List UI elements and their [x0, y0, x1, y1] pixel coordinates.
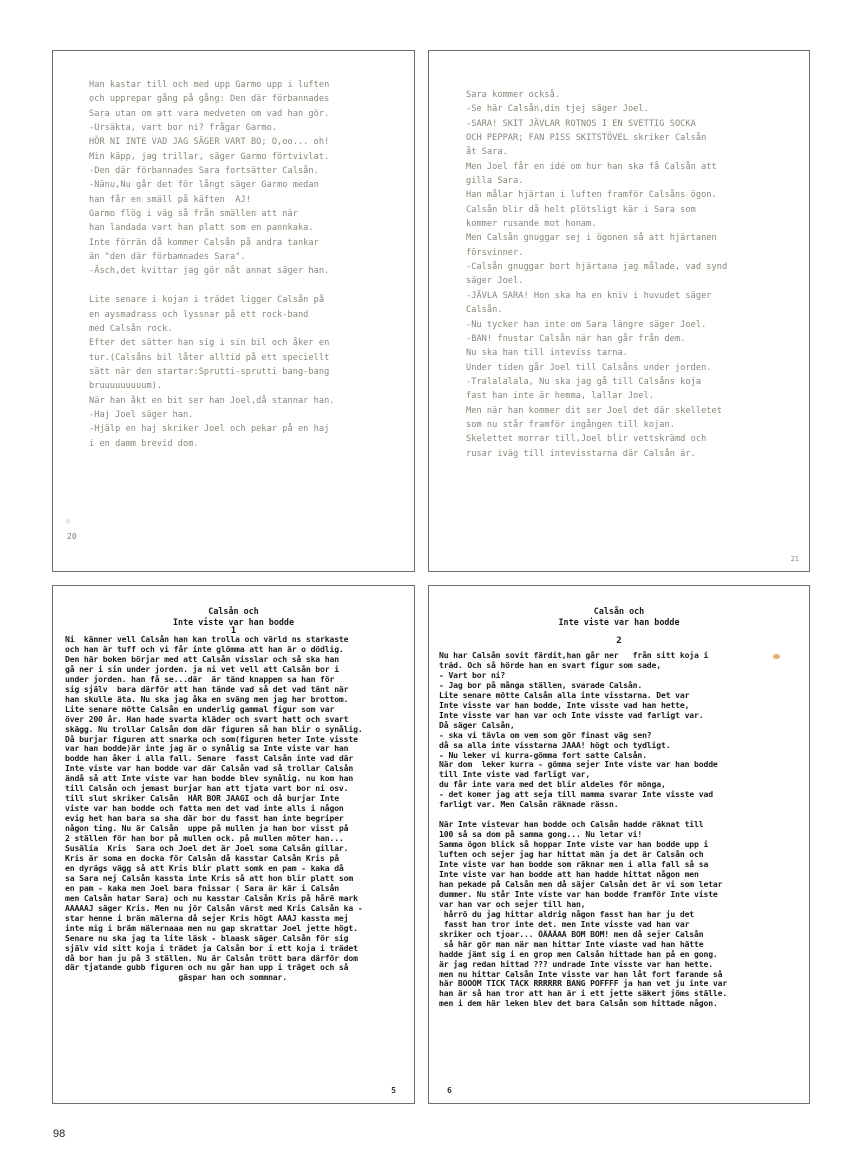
text-line: - det komer jag att seja till mamma svarar Inte visste vad — [439, 790, 713, 800]
text-line: bruuuuuuuuum). — [89, 381, 163, 392]
text-line: farligt var. Men Calsån räknade rässn. — [439, 800, 619, 810]
text-line: Under tiden går Joel till Calsåns under jorden. — [466, 362, 712, 373]
text-line: men nu hittar Calsån Inte visste var han låt fort farande så — [439, 969, 723, 979]
text-line: försvinner. — [466, 247, 524, 258]
text-line: Inte viste var han bodde var där Calsån vad så trollar Calsån — [65, 764, 354, 774]
title-line: Calsån och — [208, 606, 259, 616]
text-line: Sara kommer också. — [466, 90, 561, 100]
typewritten-text — [466, 88, 801, 461]
text-line: fast han inte är hemma, lallar Joel. — [466, 391, 655, 402]
text-line: När Inte vistevar han bodde och Calsån hadde räknat till — [439, 820, 704, 830]
text-line: skriker och tjoar... ÖÄÄÄAA BOM BOM! men då sejer Calsån — [439, 929, 704, 939]
text-line: När dom leker kurra - gömma sejer Inte viste var han bodde — [439, 760, 718, 770]
text-line: - ska vi tävla om vem som gör finast väg sen? — [439, 730, 652, 740]
text-line: -Hjälp en haj skriker Joel och pekar på en haj — [89, 424, 330, 435]
title-line: Inte viste var han bodde — [558, 617, 680, 627]
text-line: Efter det sätter han sig i sin bil och åker en — [89, 338, 330, 349]
page-number: 5 — [391, 1086, 396, 1095]
text-line: Inte viste var han bodde som räknar men i alla fall så sa — [439, 860, 709, 870]
text-line: så här gör man när man hittar Inte viaste vad han hätte — [439, 939, 704, 949]
text-line: Samma ögon blick så hoppar Inte viste var han bodde upp i — [439, 840, 709, 850]
text-line: han landada vart han platt som en pannkaka. — [89, 223, 314, 234]
text-line: star henne i brän mälerna då sejer Kris högt AAAJ kassta mej — [65, 913, 349, 923]
text-line: men i dem här leken blev det bara Calsån som hittade någon. — [439, 999, 718, 1009]
text-line: Inte visste var han bodde, Inte visste vad han hette, — [439, 700, 690, 710]
chapter-number: 1 — [230, 626, 237, 636]
text-line: Men Calsån gnuggar sej i ögonen så att hjärtanen — [466, 233, 717, 244]
text-line: Ni känner vell Calsån han kan trolla och värld ns starkaste — [65, 635, 349, 644]
text-line: Då säger Calsån, — [439, 720, 515, 730]
text-line: -Haj Joel säger han. — [89, 409, 194, 420]
text-line: dummer. Nu står Inte viste var han bodde framför Inte viste — [439, 889, 718, 899]
text-line: rusar iväg till intevisstarna där Calsån är. — [466, 448, 696, 459]
text-line: med Calsån rock. — [89, 323, 173, 334]
text-line: åt Sara. — [466, 147, 508, 158]
text-line: Senare nu ska jag ta lite läsk - blaask säger Calsån för sig — [65, 933, 349, 943]
text-line: OCH PEPPAR; FAN PISS SKITSTÖVEL skriker Calsån — [466, 133, 707, 144]
text-line: luften och sejer jag har hittat män ja det är Calsån och — [439, 850, 704, 860]
text-line: AAAAAJ säger Kris. Men nu jör Calsån värst med Kris Calsån ka - — [65, 903, 363, 913]
text-line: Men när han kommer dit ser Joel det där skelletet — [466, 405, 722, 416]
text-line: under jorden. han få se...där är tänd knappen sa han för — [65, 674, 335, 684]
text-line: där tjatande gubb figuren och nu går han upp i träget och så — [65, 963, 349, 973]
text-line: träd. Och så hörde han en svart figur som sade, — [439, 660, 661, 670]
text-line: någon ting. Nu är Calsån uppe på mullen ja han bor visst på — [65, 824, 349, 834]
text-line: sig själv bara därför att han tände vad så det vad tänt när — [65, 684, 349, 694]
text-line: gäspar han och sommnar. — [65, 973, 287, 983]
text-line: Lite senare mötte Calsån alla inte visstarna. Det var — [439, 690, 690, 700]
text-line: tur.(Calsåns bil låter alltid på ett speciellt — [89, 352, 330, 363]
text-line: i en damm brevid dom. — [89, 438, 199, 449]
text-line: - Nu leker vi kurra-gömma fort satte Calsån. — [439, 750, 647, 760]
page-number: 21 — [790, 555, 799, 563]
text-line: Inte förrän då kommer Calsån på andra tankar — [89, 237, 319, 248]
text-line: är jag redan hittad ??? undrade Inte visste var han hette. — [439, 959, 713, 969]
text-line: han skulle äta. Nu ska jag åka en sväng men jag har brottom. — [65, 694, 349, 704]
text-line: skägg. Nu trollar Calsån dom där figuren så han blir o synålig. — [65, 724, 363, 734]
text-line: själv vid sitt koja i trädet ja Calsån bor i ett koja i trädet — [65, 943, 358, 953]
text-line: över 200 år. Han hade svarta kläder och svart hatt och svart — [65, 714, 349, 724]
text-line: ändå så att Inte viste var han bodde blev synålig. nu kom han — [65, 774, 354, 784]
text-line: -SARA! SKIT JÄVLAR ROTNOS I EN SVETTIG SOCKA — [466, 118, 696, 129]
text-line: -Calsån gnuggar bort hjärtana jag målade, vad synd — [466, 262, 728, 273]
text-line: han pekade på Calsån men då säjer Calsån det är vi som letar — [439, 879, 723, 889]
text-line: men Calsån hatar Sara) och nu kasstar Calsån Kris på hårë mark — [65, 893, 358, 903]
text-line: Min käpp, jag trillar, säger Garmo förtvivlat. — [89, 151, 330, 162]
text-line: var han var och sejer till han, — [439, 899, 586, 909]
text-line: han får en smäll på käften AJ! — [89, 194, 251, 205]
text-line: då bor han ju på 3 ställen. Nu är Calsån trött bara därför dom — [65, 953, 358, 963]
text-line: Lite senare i kojan i trädet ligger Calsån på — [89, 295, 325, 306]
text-line: sätt när den startar:Sprutti-sprutti bang-bang — [89, 366, 330, 377]
scan-page-6 — [428, 585, 810, 1104]
text-line: en dyrägs vägg så att Kris blir platt somk en pam - kaka då — [65, 863, 344, 873]
text-line: var han bodde)är inte jag är o synålig sa Inte viste var han — [65, 744, 349, 754]
text-line: Han kastar till och med upp Garmo upp i luften — [89, 80, 330, 90]
text-line: hadde jämt sig i en grop men Calsån hittade han på en gong. — [439, 949, 718, 959]
typewritten-text — [65, 635, 408, 983]
text-line: evig het han bara sa sha där bor du fasst han inte begriper — [65, 814, 344, 824]
text-line: Nu har Calsån sovit färdit,han går ner från sitt koja i — [439, 651, 709, 660]
page-number: 20 — [67, 532, 77, 541]
text-line: Susälia Kris Sara och Joel det är Joel soma Calsån gillar. — [65, 844, 349, 854]
text-line: hårrö du jag hittar aldrig någon fasst han har ju det — [439, 909, 695, 919]
text-line: Inte visste var han var och Inte visste vad farligt var. — [439, 710, 704, 720]
scan-page-5 — [52, 585, 415, 1104]
chapter-number: 2 — [616, 636, 622, 646]
text-line: -Se här Calsån,din tjej säger Joel. — [466, 104, 649, 115]
text-line: du får inte vara med det blir aldeles för mönga, — [439, 780, 666, 790]
story-title — [429, 606, 809, 628]
text-line: Calsån. — [466, 305, 503, 316]
text-line: och upprepar gång på gång: Den där förbannades — [89, 94, 330, 105]
scan-page-21 — [428, 50, 810, 572]
text-line: gilla Sara. — [466, 176, 524, 187]
text-line: inte mig i bräm mälernaaa men nu gap skrattar Joel jette högt. — [65, 923, 358, 933]
copyright-mark: © — [66, 518, 71, 526]
text-line: här BOOOM TICK TACK RRRRRR BANG POFFFF ja han vet ju inte var — [439, 979, 728, 989]
text-line: - Jag bor på många ställen, svarade Calsån. — [439, 680, 643, 690]
text-line: viste var han bodde och fatta men det vad inte alls i någon — [65, 804, 344, 814]
title-line: Calsån och — [593, 606, 645, 616]
text-line: säger Joel. — [466, 276, 524, 287]
text-line: Den här boken börjar med att Calsån visslar och så ska han — [65, 654, 339, 664]
text-line: än "den där förbamnades Sara". — [89, 252, 246, 263]
text-line: Sara utan om att vara medveten om vad han gör. — [89, 108, 330, 119]
text-line: en aysmadrass och lyssnar på ett rock-band — [89, 309, 309, 320]
text-line: som nu står framför ingången till kojan. — [466, 419, 675, 430]
typewritten-text — [439, 651, 805, 1009]
text-line: bodde han åker i alla fall. Senare fasst Calsån inte vad där — [65, 754, 354, 764]
text-line: gå ner i sin under jorden. ja ni vet vell att Calsån bor i — [65, 664, 339, 674]
text-line: -BAN! fnustar Calsån när han går från dem. — [466, 333, 686, 344]
text-line: Garmo flög i väg så från smällen att när — [89, 209, 298, 220]
text-line: en pam - kaka men Joel bara fnissar ( Sara är kär i Calsån — [65, 883, 339, 893]
text-line: -Tralalalala, Nu ska jag gå till Calsåns koja — [466, 376, 702, 387]
text-line: sa Sara nej Calsån kassta inte Kris så att hon blir platt som — [65, 873, 354, 883]
text-line: Skelettet morrar till,Joel blir vettskrämd och — [466, 434, 707, 445]
text-line: och han är tuff och vi får inte glömma att han är o dödlig. — [65, 644, 344, 654]
text-line: HÖR NI INTE VAD JAG SÄGER VART BO; O,oo... oh! — [89, 137, 330, 148]
text-line: När han åkt en bit ser han Joel,då stannar han. — [89, 395, 335, 406]
text-line: Calsån blir då helt plötsligt kär i Sara som — [466, 204, 696, 215]
text-line: Inte viste var han bodde att han hadde hittat någon men — [439, 869, 699, 879]
text-line — [89, 279, 406, 293]
text-line: 2 ställen för han bor på mullen ock. på mullen möter han... — [65, 834, 344, 844]
typewritten-text — [89, 78, 406, 451]
text-line: Lite senare mötte Calsån en underlig gammal figur som var — [65, 704, 335, 714]
text-line: Han målar hjärtan i luften framför Calsåns ögon. — [466, 190, 717, 201]
text-line: -Äsch,det kvittar jag gör nåt annat säger han. — [89, 266, 330, 277]
text-line: han är så han tror att han är i ett jette säkert jöms ställe. — [439, 989, 728, 999]
book-page-number: 98 — [53, 1128, 66, 1140]
text-line: -Den där förbannades Sara fortsätter Calsån. — [89, 166, 319, 177]
text-line: Nu ska han till inteviss tarna. — [466, 348, 628, 359]
text-line: Kris är soma en docka för Calsån då kasstar Calsån Kris på — [65, 853, 339, 863]
text-line: till slut skriker Calsån HÄR BOR JAAGI och då burjar Inte — [65, 794, 339, 804]
text-line: -Nu tycker han inte om Sara längre säger Joel. — [466, 319, 707, 330]
text-line: -Ursäkta, vart bor ni? frågar Garmo. — [89, 123, 278, 134]
page-number: 6 — [447, 1086, 452, 1095]
text-line — [439, 810, 805, 820]
text-line: då sa alla inte visstarna JAAA! högt och tydligt. — [439, 740, 671, 750]
scan-page-20 — [52, 50, 415, 572]
text-line: - Vart bor ni? — [439, 670, 506, 680]
title-line: Inte viste var han bodde — [172, 617, 294, 627]
text-line: -JÄVLA SARA! Hon ska ha en kniv i huvudet säger — [466, 290, 712, 301]
text-line: fasst han tror inte det. men Inte visste vad han var — [439, 919, 690, 929]
text-line: 100 så sa dom på samma gong... Nu letar vi! — [439, 830, 643, 840]
story-title — [53, 606, 414, 628]
text-line: till Inte viste vad farligt var, — [439, 770, 591, 780]
text-line: Då burjar figuren att snarka och som(figuren heter Inte visste — [65, 734, 358, 744]
text-line: till Calsån och jemast burjar han att tjata vart bor ni osv. — [65, 784, 349, 794]
text-line: kommer rusande mot honam. — [466, 219, 597, 230]
text-line: Men Joel får en idé om hur han ska få Calsån att — [466, 161, 717, 172]
text-line: -Nänu,Nu går det för långt säger Garmo medan — [89, 180, 319, 191]
